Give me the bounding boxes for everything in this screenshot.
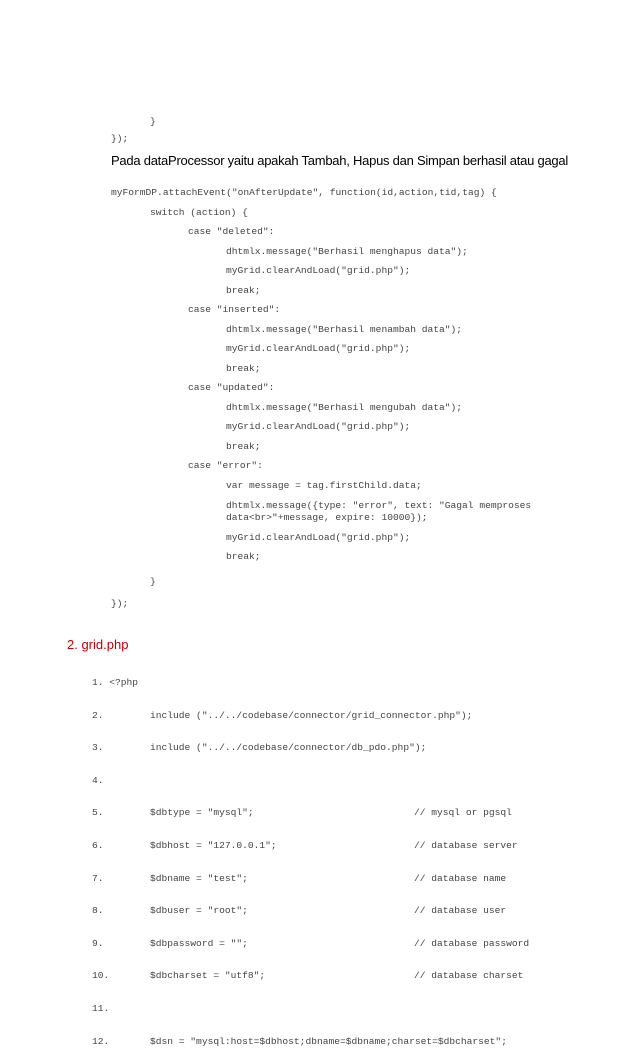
line-number: 5. — [92, 807, 104, 819]
line-code: $dbname = "test"; — [150, 872, 248, 884]
code-line: switch (action) { — [150, 207, 248, 218]
line-code: $dbtype = "mysql"; — [150, 807, 254, 819]
code-line: } — [150, 576, 156, 587]
listing-row — [92, 937, 530, 949]
code-line: break; — [226, 363, 261, 374]
code-line: myGrid.clearAndLoad("grid.php"); — [226, 532, 411, 543]
line-comment: // database server — [414, 839, 518, 851]
code-line: myGrid.clearAndLoad("grid.php"); — [226, 265, 411, 276]
code-line: data<br>"+message, expire: 10000}); — [226, 512, 428, 523]
line-comment: // database charset — [414, 970, 524, 982]
line-number: 6. — [92, 839, 104, 851]
code-line: case "error": — [188, 460, 263, 471]
line-code: $dbuser = "root"; — [150, 905, 248, 917]
line-number: 11. — [92, 1002, 110, 1014]
line-number: 4. — [92, 774, 104, 786]
code-line: break; — [226, 441, 261, 452]
line-code: $dbcharset = "utf8"; — [150, 970, 266, 982]
section-title: 2. grid.php — [67, 637, 129, 652]
line-comment: // mysql or pgsql — [414, 807, 512, 819]
code-line: dhtmlx.message({type: "error", text: "Gagal memproses — [226, 500, 532, 511]
line-comment: // database user — [414, 905, 507, 917]
line-code: $dbpassword = ""; — [150, 937, 248, 949]
code-line: break; — [226, 285, 261, 296]
code-line: dhtmlx.message("Berhasil mengubah data"); — [226, 402, 463, 413]
listing-row — [92, 709, 473, 721]
line-number: 3. — [92, 742, 104, 754]
listing-row — [92, 742, 427, 754]
code-line: case "updated": — [188, 382, 275, 393]
code-line: case "inserted": — [188, 304, 281, 315]
code-line: }); — [111, 598, 129, 609]
code-line: break; — [226, 551, 261, 562]
code-line: case "deleted": — [188, 226, 275, 237]
line-number: 2. — [92, 709, 104, 721]
code-line: var message = tag.firstChild.data; — [226, 480, 422, 491]
line-code: include ("../../codebase/connector/grid_connector.php"); — [150, 709, 473, 721]
code-line: myFormDP.attachEvent("onAfterUpdate", function(id,action,tid,tag) { — [111, 187, 497, 198]
line-number: 12. — [92, 1035, 110, 1047]
line-code: include ("../../codebase/connector/db_pdo.php"); — [150, 742, 427, 754]
php-code-listing — [92, 655, 530, 1057]
listing-row — [92, 807, 512, 819]
code-line: myGrid.clearAndLoad("grid.php"); — [226, 343, 411, 354]
line-number: 8. — [92, 905, 104, 917]
code-line: } — [150, 116, 156, 127]
code-line: dhtmlx.message("Berhasil menambah data"); — [226, 324, 463, 335]
code-line: myGrid.clearAndLoad("grid.php"); — [226, 421, 411, 432]
listing-row — [92, 677, 139, 688]
line-comment: // database password — [414, 937, 530, 949]
listing-row — [92, 1035, 507, 1047]
listing-row — [92, 872, 507, 884]
listing-row — [92, 970, 524, 982]
code-line: }); — [111, 133, 129, 144]
line-comment: // database name — [414, 872, 507, 884]
line-code: $dbhost = "127.0.0.1"; — [150, 839, 277, 851]
line-number: 1. <?php — [92, 677, 139, 688]
line-number: 9. — [92, 937, 104, 949]
listing-row — [92, 905, 507, 917]
description-heading: Pada dataProcessor yaitu apakah Tambah, Hapus dan Simpan berhasil atau gagal — [111, 153, 569, 168]
listing-row — [92, 775, 104, 786]
line-number: 7. — [92, 872, 104, 884]
listing-row — [92, 1002, 110, 1014]
line-code: $dsn = "mysql:host=$dbhost;dbname=$dbname;charset=$dbcharset"; — [150, 1035, 507, 1047]
listing-row — [92, 839, 518, 851]
code-line: dhtmlx.message("Berhasil menghapus data"); — [226, 246, 468, 257]
line-number: 10. — [92, 970, 110, 982]
